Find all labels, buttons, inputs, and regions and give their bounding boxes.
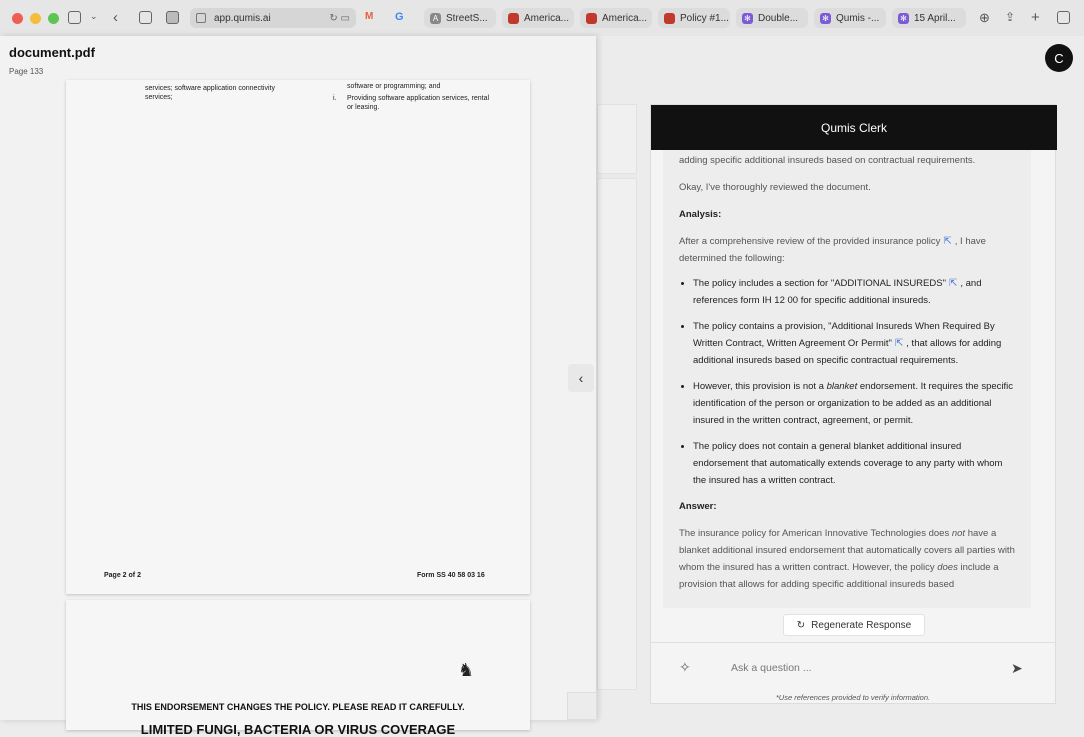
reference-link-icon[interactable]: ⇱ [943,236,952,247]
window-controls [12,13,59,24]
emphasis-text: does [937,562,958,573]
send-icon[interactable]: ➤ [1011,660,1023,676]
browser-tab[interactable] [502,8,574,28]
message-text: Okay, I've thoroughly reviewed the document. [679,182,871,193]
corner-box [567,692,597,720]
middle-card [597,104,637,174]
reader-icon[interactable] [139,11,152,24]
google-icon[interactable]: G [395,11,404,23]
tab-overview-icon[interactable] [166,11,179,24]
document-name: document.pdf [9,45,95,60]
close-window-button[interactable] [12,13,23,24]
coverage-title: LIMITED FUNGI, BACTERIA OR VIRUS COVERAGE [140,722,456,737]
browser-toolbar [0,0,1084,36]
tab-label: America... [524,12,570,24]
bullet-text: However, this provision is not a [693,381,827,392]
tab-favicon-icon: ✻ [898,13,909,24]
chevron-left-icon: ‹ [578,370,584,386]
answer-text: have a blanket additional insured endorsement that automatically covers all parties with whom the insured has a written contract. However, the policy [679,528,1015,573]
share-icon[interactable]: ⇪ [1005,10,1016,24]
reference-link-icon[interactable]: ⇱ [894,338,904,349]
regenerate-label: Regenerate Response [811,619,912,631]
page-text: Providing software application services, rental or leasing. [347,95,490,111]
analysis-list [679,275,1015,489]
document-panel [0,36,596,737]
browser-tab[interactable] [736,8,808,28]
tab-favicon-icon: ✻ [742,13,753,24]
list-item [693,438,1015,489]
answer-text [679,525,1015,593]
address-bar[interactable] [190,8,356,28]
tab-label: Double... [758,12,799,24]
chat-input-row [651,642,1055,692]
tab-label: Policy #1... [680,12,729,24]
url-text: app.qumis.ai [214,12,271,24]
sidebar-toggle-icon[interactable] [68,11,81,24]
message-text: After a comprehensive review of the provided insurance policy [679,236,941,247]
pdf-page [66,600,530,737]
message-text [679,233,1015,267]
answer-heading: Answer: [679,501,717,512]
message-text: adding specific additional insureds based on contractual requirements. [679,155,976,166]
tab-favicon-icon: A [430,13,441,24]
browser-tab[interactable] [814,8,886,28]
deer-logo-icon: ♞ [458,660,475,680]
minimize-window-button[interactable] [30,13,41,24]
page-text: services; software application connectivity services; [145,85,275,101]
list-item [693,318,1015,369]
browser-tab[interactable] [658,8,730,28]
refresh-icon: ↻ [796,619,806,631]
tab-label: 15 April... [914,12,956,24]
analysis-heading: Analysis: [679,209,722,220]
tabs-icon[interactable] [1057,11,1070,24]
list-item [693,275,1015,309]
bullet-text: The policy contains a provision, "Additional Insureds When Required By Written Contract, Written Agreement Or Permit" [693,321,995,349]
pdf-page [66,80,530,594]
answer-text: include a provision that allows for adding specific additional insureds based [679,562,999,590]
endorsement-notice: THIS ENDORSEMENT CHANGES THE POLICY. PLEASE READ IT CAREFULLY. [131,702,465,712]
browser-tab[interactable] [580,8,652,28]
bullet-text: The policy includes a section for "ADDITIONAL INSUREDS" [693,278,946,289]
emphasis-text: not [951,528,966,539]
avatar[interactable]: C [1045,44,1073,72]
answer-text: The insurance policy for American Innovative Technologies does [679,528,952,539]
reference-link-icon[interactable]: ⇱ [948,278,958,289]
bullet-text: endorsement. It requires the specific identification of the person or organization to be added as an additional insured in the written contract, agreement, or permit. [693,381,1014,426]
tab-favicon-icon [586,13,597,24]
new-tab-icon[interactable]: + [1031,9,1040,26]
site-icon [196,13,206,23]
emphasis-text: blanket [826,381,858,392]
tab-label: America... [602,12,648,24]
tab-favicon-icon [508,13,519,24]
browser-tab[interactable] [892,8,966,28]
regenerate-button[interactable] [783,614,925,636]
browser-tab[interactable] [424,8,496,28]
chat-messages[interactable] [663,150,1031,608]
collapse-panel-button[interactable] [568,364,594,392]
page-footer-right: Form SS 40 58 03 16 [417,572,485,579]
magic-wand-icon[interactable]: ✧ [679,659,691,675]
middle-card [597,178,637,690]
maximize-window-button[interactable] [48,13,59,24]
chat-panel [650,104,1056,704]
bullet-text: , that allows for adding additional insureds based on specific contractual requirements. [693,338,1002,366]
tab-favicon-icon: ✻ [820,13,831,24]
chat-title: Qumis Clerk [651,105,1057,150]
bullet-text: The policy does not contain a general blanket additional insured endorsement that automatically extends coverage to any party with whom the insured has a written contract. [693,441,1003,486]
page-indicator: Page 133 [9,67,44,76]
back-icon[interactable]: ‹ [113,9,118,26]
chevron-down-icon[interactable]: ⌄ [90,11,98,21]
tab-favicon-icon [664,13,675,24]
tab-label: StreetS... [446,12,488,24]
question-input[interactable] [731,657,1001,679]
page-footer-left: Page 2 of 2 [104,572,141,579]
disclaimer-text: *Use references provided to verify information. [775,693,931,702]
list-marker: i. [333,95,337,102]
message-text: , I have determined the following: [679,236,986,264]
bullet-text: , and references form IH 12 00 for specific additional insureds. [693,278,982,306]
page-text: software or programming; and [347,83,441,90]
reload-icon[interactable]: ↻ ▭ [329,12,350,24]
list-item [693,378,1015,429]
tab-label: Qumis -... [836,12,880,24]
mail-extension-icon[interactable]: M [365,11,374,22]
download-icon[interactable]: ⊕ [979,10,990,25]
